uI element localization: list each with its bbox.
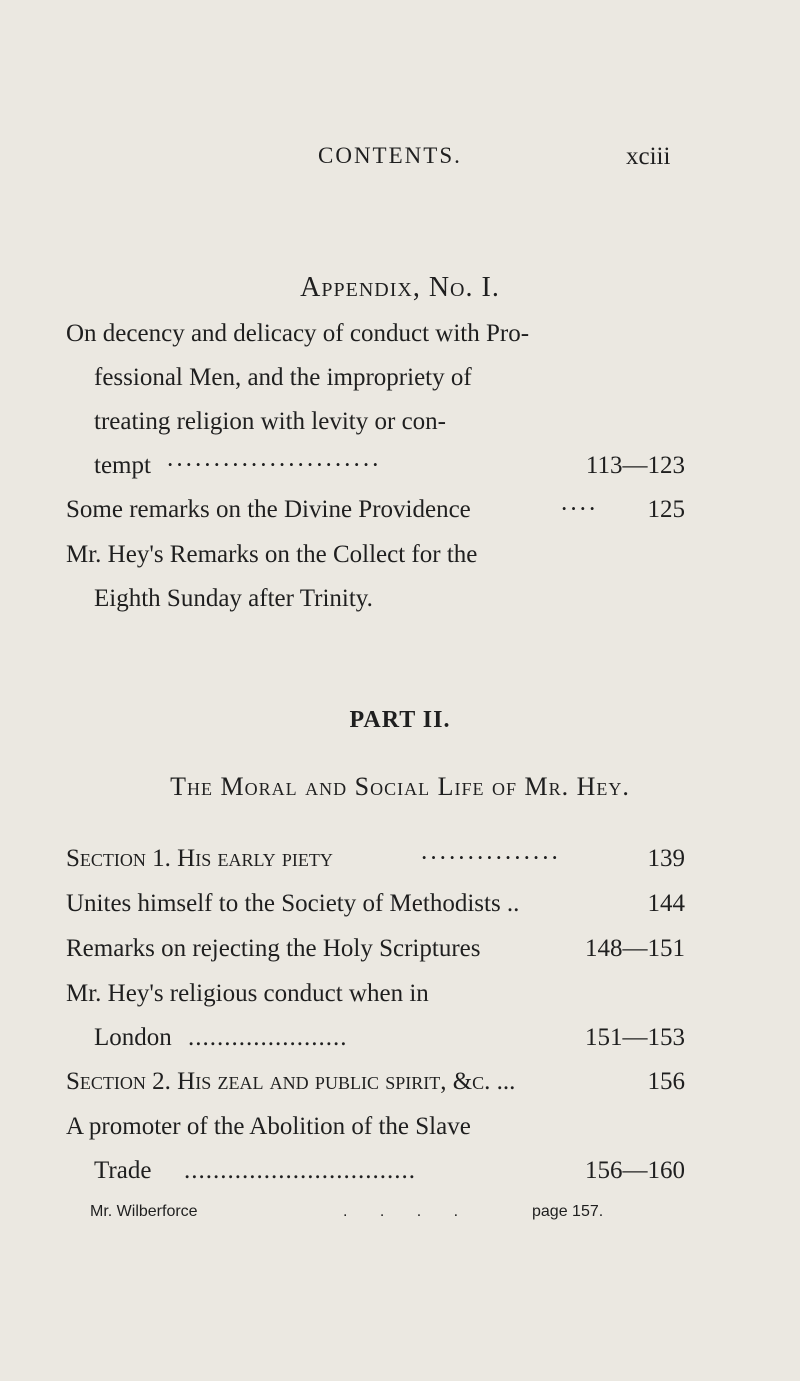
leader-dots: ··············· bbox=[420, 845, 560, 872]
part-title: The Moral and Social Life of Mr. Hey. bbox=[170, 772, 630, 801]
leader-dots: ······················· bbox=[166, 452, 381, 479]
page-ref: 125 bbox=[647, 496, 685, 523]
appendix-entry-3-line-1: Mr. Hey's Remarks on the Collect for the bbox=[66, 541, 478, 568]
page-ref: 144 bbox=[647, 890, 685, 917]
page-ref: 151—153 bbox=[585, 1024, 685, 1051]
page-ref: 156 bbox=[647, 1068, 685, 1095]
part-heading: PART II. bbox=[349, 707, 451, 733]
page-ref: 148—151 bbox=[585, 935, 685, 962]
section-1-entry: Section 1. His early piety bbox=[66, 845, 333, 872]
toc-entry-line-1: A promoter of the Abolition of the Slave bbox=[66, 1113, 471, 1140]
running-title: CONTENTS. bbox=[318, 143, 462, 168]
appendix-entry-1-line-4: tempt bbox=[94, 452, 151, 479]
footnote-dots: . . . . bbox=[343, 1203, 473, 1220]
leader-dots: ...................... bbox=[188, 1024, 348, 1051]
appendix-entry-3-line-2: Eighth Sunday after Trinity. bbox=[94, 585, 373, 612]
appendix-entry-2: Some remarks on the Divine Providence bbox=[66, 496, 471, 523]
toc-entry-line-1: Mr. Hey's religious conduct when in bbox=[66, 980, 429, 1007]
toc-entry: Remarks on rejecting the Holy Scriptures bbox=[66, 935, 481, 962]
appendix-entry-1-line-2: fessional Men, and the impropriety of bbox=[94, 364, 472, 391]
appendix-entry-1-line-3: treating religion with levity or con- bbox=[94, 408, 446, 435]
page-ref: 139 bbox=[647, 845, 685, 872]
page-ref: 113—123 bbox=[585, 452, 685, 479]
footnote-ref: page 157. bbox=[532, 1203, 604, 1220]
footnote-name: Mr. Wilberforce bbox=[90, 1203, 198, 1220]
section-2-entry: Section 2. His zeal and public spirit, &c. ... bbox=[66, 1068, 516, 1095]
toc-entry: Unites himself to the Society of Methodists .. bbox=[66, 890, 520, 917]
leader-dots: ................................ bbox=[184, 1157, 416, 1184]
appendix-entry-1-line-1: On decency and delicacy of conduct with Pro- bbox=[66, 320, 530, 347]
page-number: xciii bbox=[626, 143, 671, 170]
toc-entry-line-2: London bbox=[94, 1024, 172, 1051]
page-ref: 156—160 bbox=[585, 1157, 685, 1184]
toc-entry-line-2: Trade bbox=[94, 1157, 152, 1184]
running-head bbox=[0, 143, 800, 173]
appendix-heading: Appendix, No. I. bbox=[300, 272, 500, 303]
leader-dots: ···· bbox=[560, 496, 598, 523]
